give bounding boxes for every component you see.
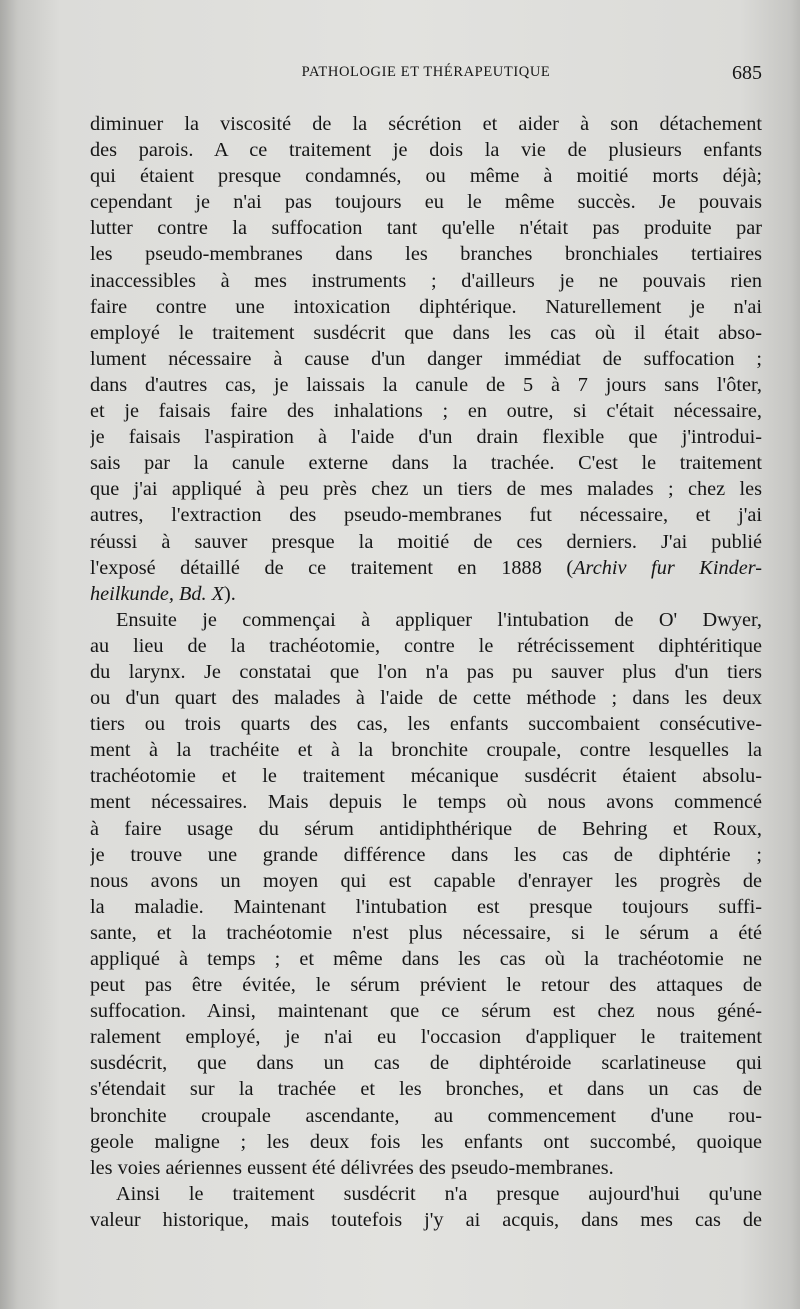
text-line: s'étendait sur la trachée et les bronches, et dans un cas de: [90, 1078, 762, 1101]
text-line: qui étaient presque condamnés, ou même à moitié morts déjà;: [90, 165, 762, 188]
page-number: 685: [732, 62, 762, 84]
text-line: cependant je n'ai pas toujours eu le même succès. Je pouvais: [90, 191, 762, 214]
paragraph-start-line: Ainsi le traitement susdécrit n'a presque aujourd'hui qu'une: [116, 1182, 762, 1205]
text-segment: ).: [224, 582, 236, 605]
page-header: [90, 62, 762, 90]
text-line: [90, 555, 762, 581]
text-line: des parois. A ce traitement je dois la vie de plusieurs enfants: [90, 139, 762, 162]
text-line: susdécrit, que dans un cas de diphtéroide scarlatineuse qui: [90, 1052, 762, 1075]
text-line: employé le traitement susdécrit que dans les cas où il était abso-: [90, 321, 762, 344]
text-line: [90, 581, 762, 607]
text-line: diminuer la viscosité de la sécrétion et aider à son détachement: [90, 113, 762, 135]
text-line: bronchite croupale ascendante, au commencement d'une rou-: [90, 1104, 762, 1127]
paragraph-start-line: Ensuite je commençai à appliquer l'intubation de O' Dwyer,: [116, 608, 762, 631]
text-line: trachéotomie et le traitement mécanique susdécrit étaient absolu-: [90, 765, 762, 788]
text-line: lument nécessaire à cause d'un danger immédiat de suffocation ;: [90, 347, 762, 370]
text-line: ment nécessaires. Mais depuis le temps où nous avons commencé: [90, 791, 762, 814]
text-line: ralement employé, je n'ai eu l'occasion d'appliquer le traitement: [90, 1026, 762, 1049]
text-line: tiers ou trois quarts des cas, les enfants succombaient consécutive-: [90, 713, 762, 736]
journal-title: Archiv fur Kinder-: [573, 556, 762, 579]
text-line: ment à la trachéite et à la bronchite croupale, contre lesquelles la: [90, 739, 762, 762]
text-line: appliqué à temps ; et même dans les cas où la trachéotomie ne: [90, 948, 762, 970]
text-line: sais par la canule externe dans la trachée. C'est le traitement: [90, 452, 762, 475]
text-line: inaccessibles à mes instruments ; d'ailleurs je ne pouvais rien: [90, 269, 762, 292]
text-line: les voies aériennes eussent été délivrées des pseudo-membranes.: [90, 1156, 614, 1179]
text-line: valeur historique, mais toutefois j'y ai acquis, dans mes cas de: [90, 1208, 762, 1231]
text-line: que j'ai appliqué à peu près chez un tiers de mes malades ; chez les: [90, 478, 762, 501]
text-line: du larynx. Je constatai que l'on n'a pas pu sauver plus d'un tiers: [90, 660, 762, 683]
text-line: nous avons un moyen qui est capable d'enrayer les progrès de: [90, 869, 762, 892]
journal-title-continued: heilkunde, Bd. X: [90, 582, 225, 605]
running-head: PATHOLOGIE ET THÉRAPEUTIQUE: [301, 64, 551, 80]
text-line: je faisais l'aspiration à l'aide d'un drain flexible que j'introdui-: [90, 426, 762, 449]
text-line: peut pas être évitée, le sérum prévient le retour des attaques de: [90, 974, 762, 997]
text-line: les pseudo-membranes dans les branches bronchiales tertiaires: [90, 243, 762, 266]
body-text: [90, 111, 762, 1233]
text-line: geole maligne ; les deux fois les enfants ont succombé, quoique: [90, 1130, 762, 1153]
text-line: réussi à sauver presque la moitié de ces derniers. J'ai publié: [90, 530, 762, 553]
text-line: et je faisais faire des inhalations ; en outre, si c'était nécessaire,: [90, 400, 762, 423]
text-line: autres, l'extraction des pseudo-membranes fut nécessaire, et j'ai: [90, 504, 762, 527]
text-line: dans d'autres cas, je laissais la canule de 5 à 7 jours sans l'ôter,: [90, 373, 762, 396]
text-line: au lieu de la trachéotomie, contre le rétrécissement diphtéritique: [90, 634, 762, 657]
text-segment: l'exposé détaillé de ce traitement en 1888 (: [90, 556, 574, 579]
text-line: la maladie. Maintenant l'intubation est presque toujours suffi-: [90, 895, 762, 918]
text-line: sante, et la trachéotomie n'est plus nécessaire, si le sérum a été: [90, 921, 762, 944]
text-line: ou d'un quart des malades à l'aide de cette méthode ; dans les deux: [90, 687, 762, 710]
text-line: je trouve une grande différence dans les cas de diphtérie ;: [90, 843, 762, 866]
text-line: faire contre une intoxication diphtérique. Naturellement je n'ai: [90, 295, 762, 318]
text-line: à faire usage du sérum antidiphthérique de Behring et Roux,: [90, 817, 762, 840]
text-line: suffocation. Ainsi, maintenant que ce sérum est chez nous géné-: [90, 1000, 762, 1023]
text-line: lutter contre la suffocation tant qu'elle n'était pas produite par: [90, 217, 762, 240]
